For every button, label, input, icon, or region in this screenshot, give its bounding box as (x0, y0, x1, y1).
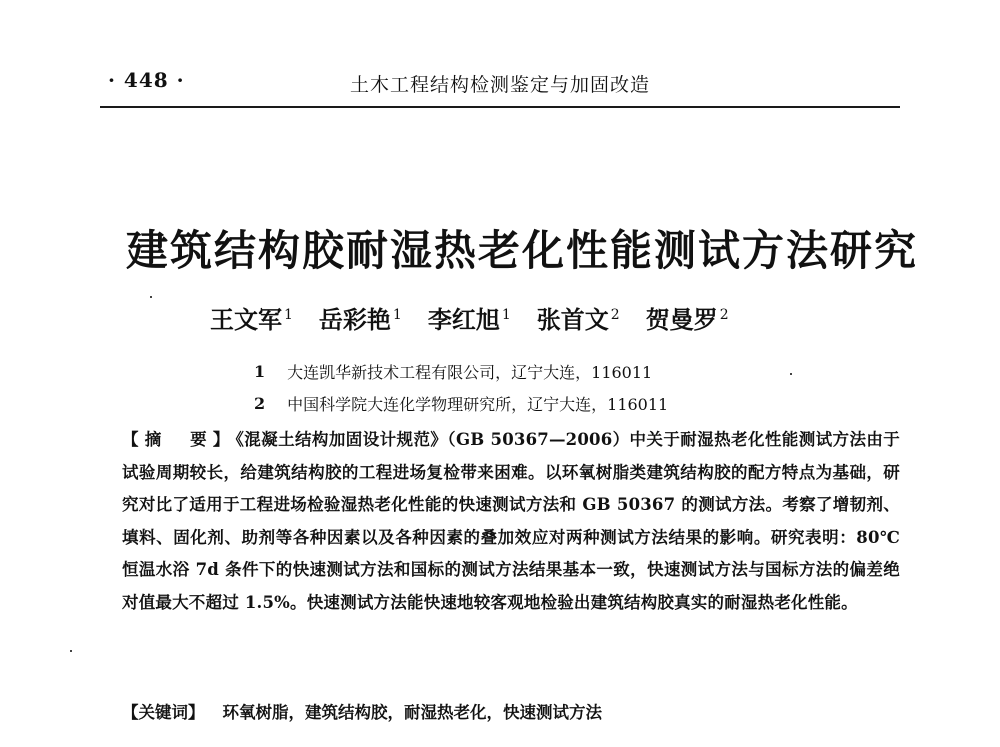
abstract-label: 【摘 要】 (122, 430, 236, 449)
affiliation (254, 355, 668, 387)
affiliation-number: 1 (254, 361, 266, 381)
keywords-text: 环氧树脂，建筑结构胶，耐湿热老化，快速测试方法 (222, 703, 602, 722)
author-affil-mark: 2 (610, 307, 620, 323)
author: 贺曼罗 $^2$ (645, 305, 729, 334)
affiliation (254, 387, 668, 419)
author: 李红旭 $^1$ (427, 305, 511, 334)
author-affil-mark: 1 (501, 307, 511, 323)
author: 张首文 $^2$ (536, 305, 620, 334)
scan-speck (70, 650, 72, 652)
author-list (210, 300, 729, 335)
affiliation-list (254, 355, 668, 419)
author-affil-mark: 1 (284, 307, 293, 323)
affiliation-number: 2 (254, 393, 266, 413)
affiliation-text: 中国科学院大连化学物理研究所，辽宁大连，116011 (287, 394, 669, 414)
paper-title: 建筑结构胶耐湿热老化性能测试方法研究 (126, 226, 919, 275)
author-affil-mark: 2 (719, 307, 729, 323)
running-header (100, 66, 900, 108)
author-affil-mark: 1 (392, 307, 402, 323)
scan-speck (150, 296, 152, 298)
keywords (122, 697, 900, 729)
keywords-label: 【关键词】 (122, 703, 205, 722)
author: 岳彩艳 $^1$ (318, 305, 402, 334)
page-number: · 448 · (108, 68, 185, 92)
affiliation-text: 大连凯华新技术工程有限公司，辽宁大连，116011 (287, 362, 653, 382)
abstract-text: 《混凝土结构加固设计规范》（GB 50367—2006）中关于耐湿热老化性能测试方法由于试验周期较长，给建筑结构胶的工程进场复检带来困难。以环氧树脂类建筑结构胶的配方特点为基础，研究对比了适用于工程进场检验湿热老化性能的快速测试方法和 GB 50367 的测试方法。考察了增韧剂、填料、固化剂、助剂等各种因素以及各种因素的叠加效应对两种测试方法结果的影响。研究表明：80℃恒温水浴 7d 条件下的快速测试方法和国标的测试方法结果基本一致，快速测试方法与国标方法的偏差绝对值最大不超过 1.5%。快速测试方法能快速地较客观地检验出建筑结构胶真实的耐湿热老化性能。 (122, 430, 900, 612)
journal-title: 土木工程结构检测鉴定与加固改造 (349, 74, 650, 96)
scan-speck (790, 373, 792, 375)
abstract (122, 424, 900, 619)
author: 王文军 $^1$ (210, 305, 293, 334)
